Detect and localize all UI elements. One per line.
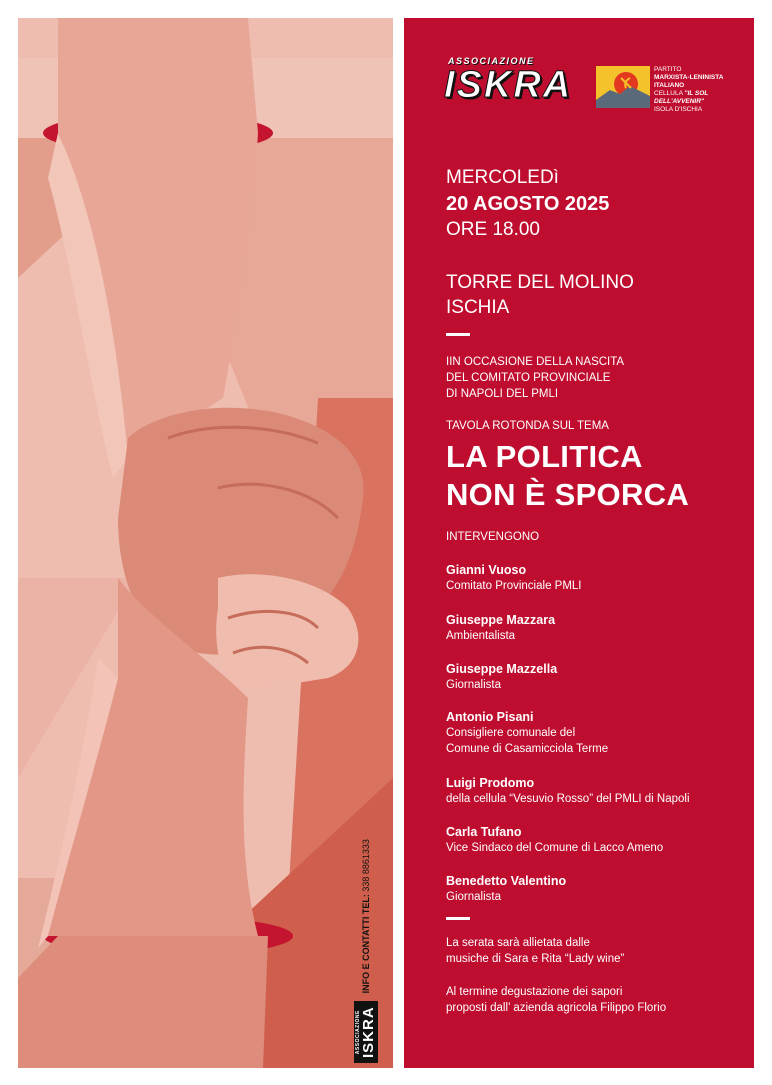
closing-line: Al termine degustazione dei sapori [446,986,623,998]
pmli-line1: PARTITO [654,66,682,73]
speaker-role: Giornalista [446,891,501,903]
iskra-logo-top: ASSOCIAZIONE [448,56,535,66]
iskra-small-logo [354,1001,378,1063]
pmli-line2: MARXISTA-LENINISTA [654,74,724,81]
pmli-line4-name: "IL SOL DELL'AVVENIR" [654,90,709,105]
vertical-contact-credit [348,823,388,1063]
speaker-name: Benedetto Valentino [446,874,567,888]
closing-line: musiche di Sara e Rita “Lady wine” [446,953,625,965]
iskra-small-logo-text: ISKRA [360,1006,377,1058]
occasion-line: IIN OCCASIONE DELLA NASCITA [446,356,625,368]
event-day: MERCOLEDì [446,167,559,188]
closing-tasting-note [446,984,746,1016]
speakers-heading: INTERVENGONO [446,531,540,543]
occasion-line: DI NAPOLI DEL PMLI [446,388,559,400]
speaker-name: Giuseppe Mazzella [446,662,558,676]
speaker-name: Luigi Prodomo [446,776,535,790]
event-title-line1: LA POLITICA [446,439,643,474]
closing-line: La serata sarà allietata dalle [446,937,590,949]
closing-line: proposti dall’ azienda agricola Filippo Florio [446,1002,667,1014]
contact-label: INFO E CONTATTI TEL: [361,894,371,994]
divider-dash [446,917,470,920]
contact-info [361,839,371,993]
tavola-rotonda-label: TAVOLA ROTONDA SUL TEMA [446,420,609,432]
speaker-name: Giuseppe Mazzara [446,613,556,627]
hands-image [18,18,393,1068]
iskra-logo [444,56,584,108]
event-title-line2: NON È SPORCA [446,477,690,512]
event-city: ISCHIA [446,297,510,318]
pmli-line4-prefix: CELLULA [654,90,685,97]
occasion-line: DEL COMITATO PROVINCIALE [446,372,611,384]
contact-phone: 338 8861333 [361,839,371,892]
speaker-role: Comitato Provinciale PMLI [446,580,582,592]
speaker-name: Carla Tufano [446,825,522,839]
speaker-item [446,824,746,856]
speaker-role: Vice Sindaco del Comune di Lacco Ameno [446,842,664,854]
occasion-text [446,354,736,402]
speaker-item [446,775,746,807]
event-date: 20 AGOSTO 2025 [446,193,610,215]
speaker-item [446,661,746,693]
speaker-role: della cellula “Vesuvio Rosso” del PMLI di Napoli [446,793,690,805]
poster [18,18,754,1068]
speaker-role: Ambientalista [446,630,516,642]
pmli-logo-text [654,66,754,114]
pmli-emblem-icon [596,66,650,108]
speaker-item [446,612,746,644]
handshake-illustration [18,18,393,1068]
divider-strip [393,18,404,1068]
pmli-line5: ISOLA D'ISCHIA [654,106,703,113]
speaker-item [446,873,746,905]
speaker-name: Gianni Vuoso [446,563,527,577]
divider-dash [446,333,470,336]
speaker-item [446,562,746,594]
speaker-name: Antonio Pisani [446,710,534,724]
speaker-item [446,709,746,757]
event-time: ORE 18.00 [446,219,540,240]
speaker-role: Giornalista [446,679,501,691]
speaker-role: Comune di Casamicciola Terme [446,743,609,755]
iskra-logo-text: ISKRA [444,64,573,106]
closing-music-note [446,935,746,967]
event-venue: TORRE DEL MOLINO [446,272,634,293]
iskra-small-logo-top: ASSOCIAZIONE [355,1010,361,1055]
event-details-panel [404,18,754,1068]
pmli-line3: ITALIANO [654,82,685,89]
speaker-role: Consigliere comunale del [446,727,576,739]
event-title [446,438,689,514]
pmli-line4 [654,90,754,106]
